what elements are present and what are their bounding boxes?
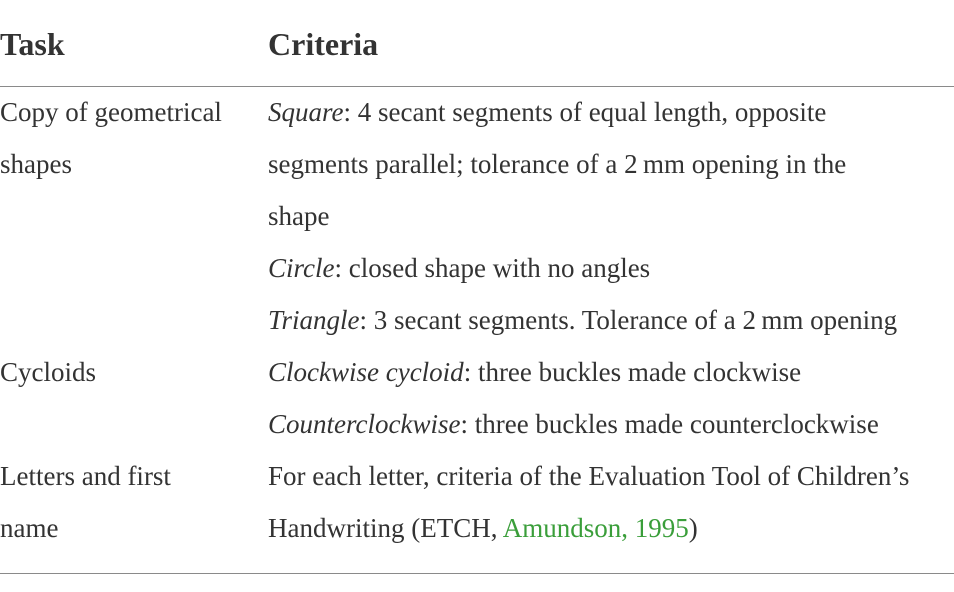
term-counterclockwise: Counterclockwise: [268, 409, 461, 439]
criteria-text: : 3 secant segments. Tolerance of a 2 mm opening: [359, 305, 898, 335]
header-criteria: Criteria: [268, 26, 379, 62]
term-triangle: Triangle: [268, 305, 360, 335]
row-task-letters: [0, 450, 250, 554]
criteria-text: : three buckles made counterclockwise: [460, 409, 879, 439]
row-task-geometrical-shapes: [0, 86, 250, 190]
criteria-circle: [268, 242, 954, 294]
criteria-square: [268, 86, 954, 138]
citation-link[interactable]: Amundson, 1995: [502, 513, 689, 543]
table-header: [0, 18, 954, 68]
criteria-text: Handwriting (ETCH,: [268, 513, 503, 543]
criteria-counterclockwise: [268, 398, 954, 450]
criteria-text: segments parallel; tolerance of a 2 mm opening in the: [268, 149, 847, 179]
criteria-text: : closed shape with no angles: [334, 253, 651, 283]
header-task: Task: [0, 26, 65, 62]
task-line: name: [0, 513, 59, 543]
criteria-text: For each letter, criteria of the Evaluation Tool of Children’s: [268, 461, 910, 491]
task-line: Cycloids: [0, 357, 97, 387]
task-line: Copy of geometrical: [0, 97, 222, 127]
criteria-etch: [268, 502, 954, 554]
bottom-rule: [0, 573, 954, 574]
row-criteria-geometrical-shapes: [268, 86, 954, 346]
criteria-triangle: [268, 294, 954, 346]
criteria-text: ): [688, 513, 698, 543]
term-clockwise: Clockwise cycloid: [268, 357, 464, 387]
row-task-cycloids: [0, 346, 250, 398]
term-circle: Circle: [268, 253, 335, 283]
term-square: Square: [268, 97, 344, 127]
criteria-text: shape: [268, 201, 330, 231]
criteria-text: : three buckles made clockwise: [463, 357, 802, 387]
row-criteria-cycloids: [268, 346, 954, 450]
row-criteria-letters: [268, 450, 954, 554]
task-line: shapes: [0, 149, 72, 179]
criteria-text: : 4 secant segments of equal length, opposite: [343, 97, 827, 127]
criteria-clockwise: [268, 346, 954, 398]
task-line: Letters and first: [0, 461, 171, 491]
